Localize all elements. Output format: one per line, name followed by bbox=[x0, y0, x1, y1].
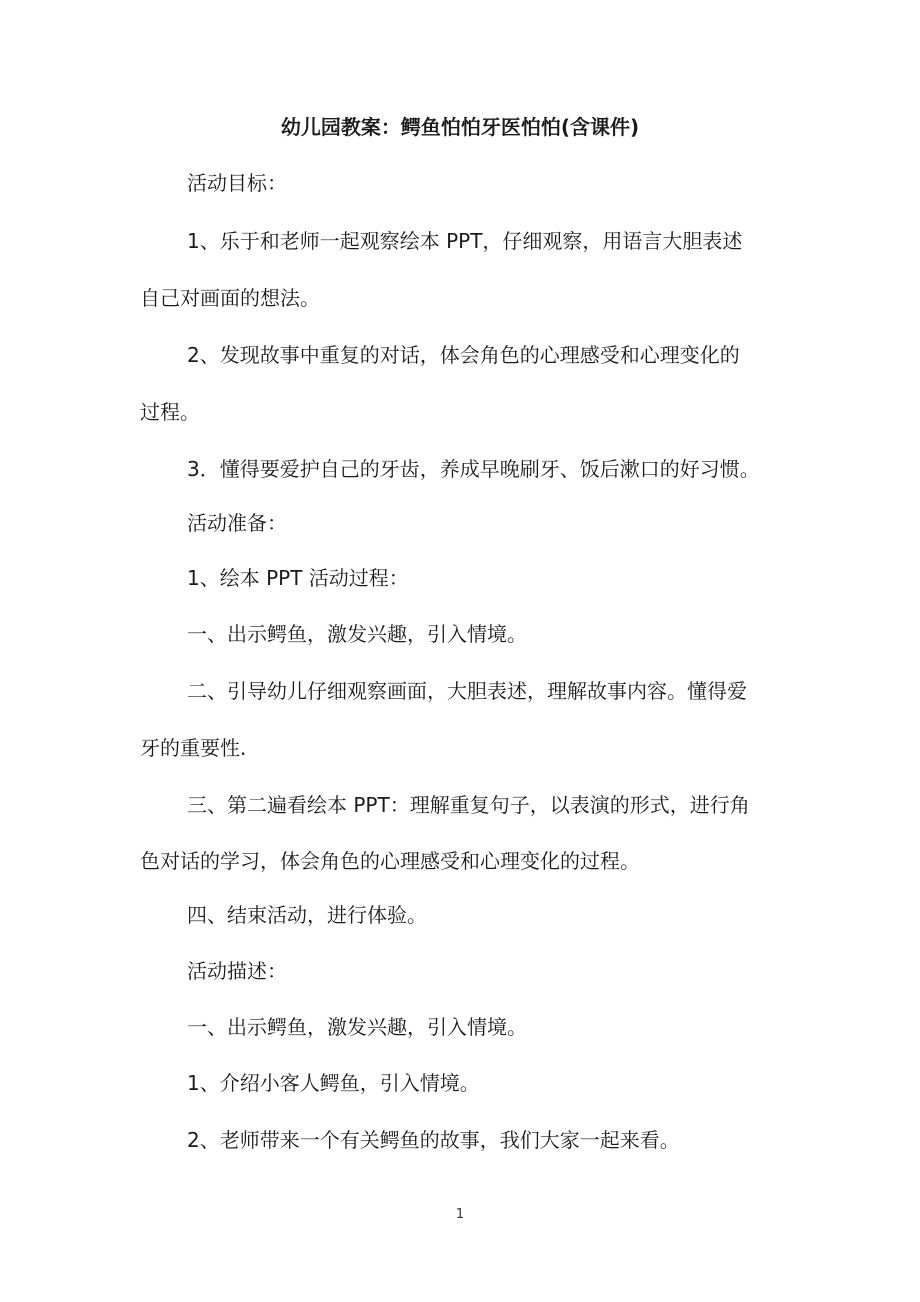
text-line: 2、老师带来一个有关鳄鱼的故事，我们大家一起来看。 bbox=[187, 1128, 680, 1152]
text-line: 牙的重要性. bbox=[140, 736, 247, 760]
text-line: 过程。 bbox=[140, 400, 200, 424]
text-line: 四、结束活动，进行体验。 bbox=[187, 903, 427, 927]
text-line: 一、出示鳄鱼，激发兴趣，引入情境。 bbox=[187, 622, 527, 646]
text-line: 1、绘本 PPT 活动过程： bbox=[187, 566, 409, 590]
text-line: 活动目标： bbox=[187, 171, 287, 195]
text-line: 3．懂得要爱护自己的牙齿，养成早晚刷牙、饭后漱口的好习惯。 bbox=[187, 457, 760, 481]
document-title: 幼儿园教案：鳄鱼怕怕牙医怕怕(含课件) bbox=[280, 115, 640, 139]
text-line: 1、乐于和老师一起观察绘本 PPT，仔细观察，用语言大胆表述 bbox=[187, 229, 743, 253]
text-line: 二、引导幼儿仔细观察画面，大胆表述，理解故事内容。懂得爱 bbox=[187, 679, 747, 703]
text-line: 活动描述： bbox=[187, 959, 287, 983]
text-line: 活动准备： bbox=[187, 511, 287, 535]
text-line: 色对话的学习，体会角色的心理感受和心理变化的过程。 bbox=[140, 849, 640, 873]
text-line: 自己对画面的想法。 bbox=[140, 286, 320, 310]
text-line: 2、发现故事中重复的对话，体会角色的心理感受和心理变化的 bbox=[187, 343, 740, 367]
text-line: 三、第二遍看绘本 PPT：理解重复句子，以表演的形式，进行角 bbox=[187, 793, 750, 817]
page-number: 1 bbox=[455, 1207, 465, 1222]
text-line: 1、介绍小客人鳄鱼，引入情境。 bbox=[187, 1071, 480, 1095]
text-line: 一、出示鳄鱼，激发兴趣，引入情境。 bbox=[187, 1015, 527, 1039]
